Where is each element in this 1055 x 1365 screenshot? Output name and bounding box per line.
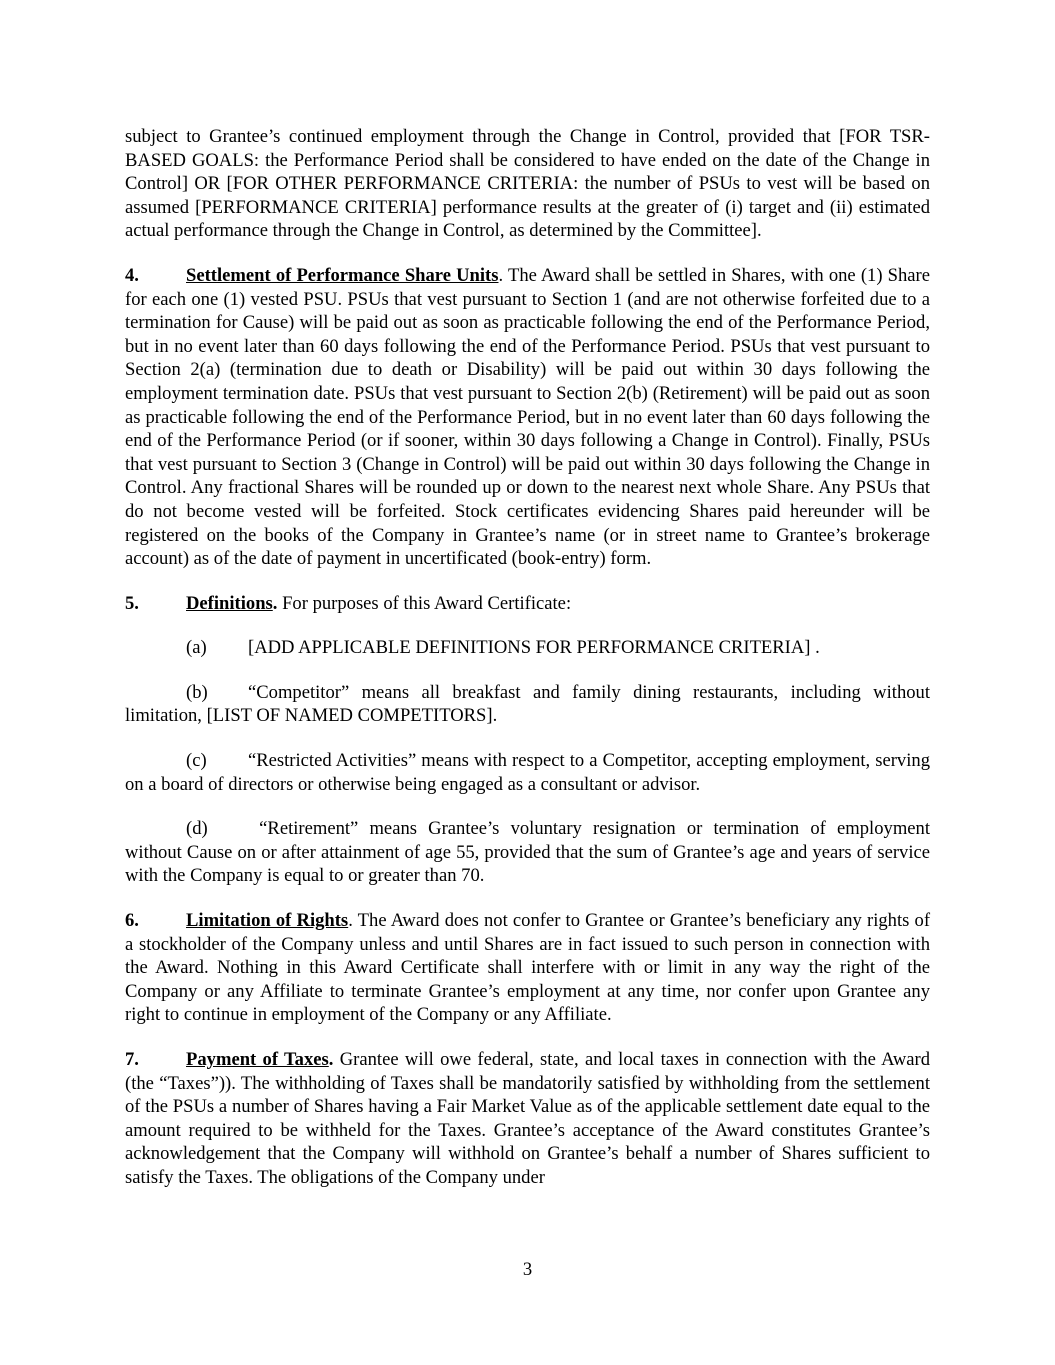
section-number: 6. xyxy=(125,910,139,932)
section-body: The Award does not confer to Grantee or Grantee’s beneficiary any rights of a stockholder of the Company unless and until Shares are in fact issued to such person in connection with the Award. Nothing in this Award Certificate shall interfere with or limit in any way the right of the Company or any Affiliate to terminate Grantee’s employment at any time, nor confer upon Grantee any right to continue in employment of the Company or any Affiliate. xyxy=(125,910,931,1026)
section-heading: Settlement of Performance Share Units xyxy=(186,264,499,286)
section-body: For purposes of this Award Certificate: xyxy=(277,592,572,614)
section-heading-punct: . xyxy=(348,910,353,932)
definition-b xyxy=(125,681,930,728)
section-5 xyxy=(125,592,930,616)
definition-c xyxy=(125,749,930,796)
definition-text: “Retirement” means Grantee’s voluntary resignation or termination of employment without Cause on or after attainment of age 55, provided that the sum of Grantee’s age and years of service with the Company is equal to or greater than 70. xyxy=(125,818,930,887)
section-body: The Award shall be settled in Shares, with one (1) Share for each one (1) vested PSU. PSUs that vest pursuant to Section 1 (and are not otherwise forfeited due to a termination for Cause) will be paid out as soon as practicable following the end of the Performance Period, but in no event later than 60 days following the end of the Performance Period. PSUs that vest pursuant to Section 2(a) (termination due to death or Disability) will be paid out within 30 days following the employment termination date. PSUs that vest pursuant to Section 2(b) (Retirement) will be paid out as soon as practicable following the end of the Performance Period, but in no event later than 60 days following the end of the Performance Period (or if sooner, within 30 days following a Change in Control). Finally, PSUs that vest pursuant to Section 3 (Change in Control) will be paid out within 30 days following the Change in Control. Any fractional Shares will be rounded up or down to the nearest next whole Share. Any PSUs that do not become vested will be forfeited. Stock certificates evidencing Shares paid hereunder will be registered on the books of the Company in Grantee’s name (or in street name to Grantee’s brokerage account) as of the date of payment in uncertificated (book-entry) form. xyxy=(125,264,930,570)
definition-label: (a) xyxy=(186,637,207,659)
section-heading: Definitions xyxy=(186,592,273,614)
lead-paragraph: subject to Grantee’s continued employment through the Change in Control, provided that [FOR TSR-BASED GOALS: the Performance Period shall be considered to have ended on the date of the Change in Control] OR [FOR OTHER PERFORMANCE CRITERIA: the number of PSUs to vest will be based on assumed [PERFORMANCE CRITERIA] performance results at the greater of (i) target and (ii) estimated actual performance through the Change in Control, as determined by the Committee]. xyxy=(125,126,930,242)
section-number: 4. xyxy=(125,264,139,286)
section-body: Grantee will owe federal, state, and local taxes in connection with the Award (the “Taxes”)). The withholding of Taxes shall be mandatorily satisfied by withholding from the settlement of the PSUs a number of Shares having a Fair Market Value as of the applicable settlement date equal to the amount required to be withheld for the Taxes. Grantee’s acceptance of the Award constitutes Grantee’s acknowledgement that the Company will withhold on Grantee’s behalf a number of Shares sufficient to satisfy the Taxes. The obligations of the Company under xyxy=(125,1049,931,1188)
page-number: 3 xyxy=(522,1259,533,1280)
definition-label: (c) xyxy=(186,750,207,772)
definition-label: (b) xyxy=(186,681,208,703)
section-4 xyxy=(125,264,930,571)
section-heading-punct: . xyxy=(498,264,504,286)
section-6 xyxy=(125,909,930,1027)
section-7 xyxy=(125,1048,930,1190)
section-heading-punct: . xyxy=(272,592,278,614)
section-heading: Limitation of Rights xyxy=(186,910,349,932)
section-number: 5. xyxy=(125,592,139,614)
definition-a xyxy=(125,636,930,660)
definition-label: (d) xyxy=(186,818,208,840)
definition-d xyxy=(125,817,930,888)
definition-text: “Restricted Activities” means with respect to a Competitor, accepting employment, serving on a board of directors or otherwise being engaged as a consultant or advisor. xyxy=(125,750,930,795)
section-heading: Payment of Taxes xyxy=(186,1049,329,1070)
document-page xyxy=(125,125,930,1211)
section-heading-punct: . xyxy=(328,1049,334,1070)
definition-text: [ADD APPLICABLE DEFINITIONS FOR PERFORMANCE CRITERIA] . xyxy=(248,637,820,659)
section-number: 7. xyxy=(125,1049,139,1070)
definition-text: “Competitor” means all breakfast and family dining restaurants, including without limitation, [LIST OF NAMED COMPETITORS]. xyxy=(125,681,930,727)
